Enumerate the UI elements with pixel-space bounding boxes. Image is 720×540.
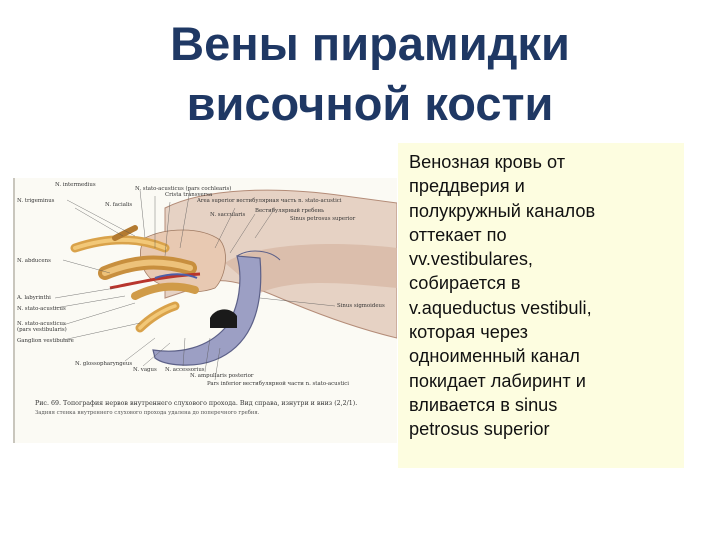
- body-line-10: покидает лабиринт и: [409, 370, 586, 391]
- label-sinus-sigmoideus: Sinus sigmoideus: [337, 303, 385, 309]
- body-line-12: petrosus superior: [409, 419, 550, 440]
- anatomy-figure: [13, 178, 397, 443]
- body-line-3: полукружный каналов: [409, 200, 596, 221]
- label-n-accessorius: N. accessorius: [165, 367, 205, 373]
- label-area-superior: Area superior вестибулярная часть n. stato-acustici: [197, 198, 342, 204]
- label-n-saccularis: N. saccularis: [210, 212, 246, 218]
- body-line-2: преддверия и: [409, 176, 525, 197]
- slide-title-line-1: Вены пирамидки: [170, 17, 570, 70]
- figure-caption-text: Рис. 69. Топография нервов внутреннего слухового прохода. Вид справа, изнутри и вниз (2,2/1).: [35, 400, 358, 407]
- label-ganglion-vestibulare: Ganglion vestibulare: [17, 338, 74, 344]
- slide-title-line-2: височной кости: [186, 77, 554, 130]
- label-pars-inferior: Pars inferior вестибулярной части n. stato-acustici: [207, 381, 349, 387]
- figure-caption-sub: Задняя стенка внутреннего слухового прохода удалена до поперечного гребня.: [35, 410, 260, 416]
- label-n-intermedius: N. intermedius: [55, 182, 96, 188]
- label-sinus-petrosus-superior: Sinus petrosus superior: [290, 216, 356, 222]
- label-n-stato-acusticus: N. stato-acusticus: [17, 306, 66, 312]
- label-n-trigeminus: N. trigeminus: [17, 198, 55, 204]
- label-crista-vestibuli: Вестибулярный гребень: [255, 208, 325, 214]
- body-line-11: вливается в sinus: [409, 394, 558, 415]
- description-textbox: [398, 143, 684, 468]
- label-pars-cochlearis: N. stato-acusticus (pars cochlearis): [135, 186, 232, 192]
- body-line-6: собирается в: [409, 273, 521, 294]
- label-n-abducens: N. abducens: [17, 258, 51, 264]
- label-a-labyrinthi: A. labyrinthi: [17, 295, 51, 301]
- figure-caption: [35, 400, 390, 417]
- body-line-1: Венозная кровь от: [409, 152, 566, 172]
- body-line-9: одноименный канал: [409, 346, 580, 367]
- label-n-glossopharyngeus: N. glossopharyngeus: [75, 361, 133, 367]
- slide-title: [90, 14, 650, 134]
- body-line-8: которая через: [409, 322, 529, 343]
- label-pars-vestibularis: N. stato-acusticus (pars vestibularis): [17, 321, 67, 333]
- body-line-7: v.aqueductus vestibuli,: [409, 297, 592, 318]
- body-line-4: оттекает по: [409, 224, 507, 245]
- label-n-ampullaris-posterior: N. ampullaris posterior: [190, 373, 254, 379]
- body-line-5: vv.vestibulares,: [409, 249, 533, 270]
- label-crista-transversa: Crista transversa: [165, 192, 213, 198]
- label-n-facialis: N. facialis: [105, 202, 133, 208]
- label-n-vagus: N. vagus: [133, 367, 157, 373]
